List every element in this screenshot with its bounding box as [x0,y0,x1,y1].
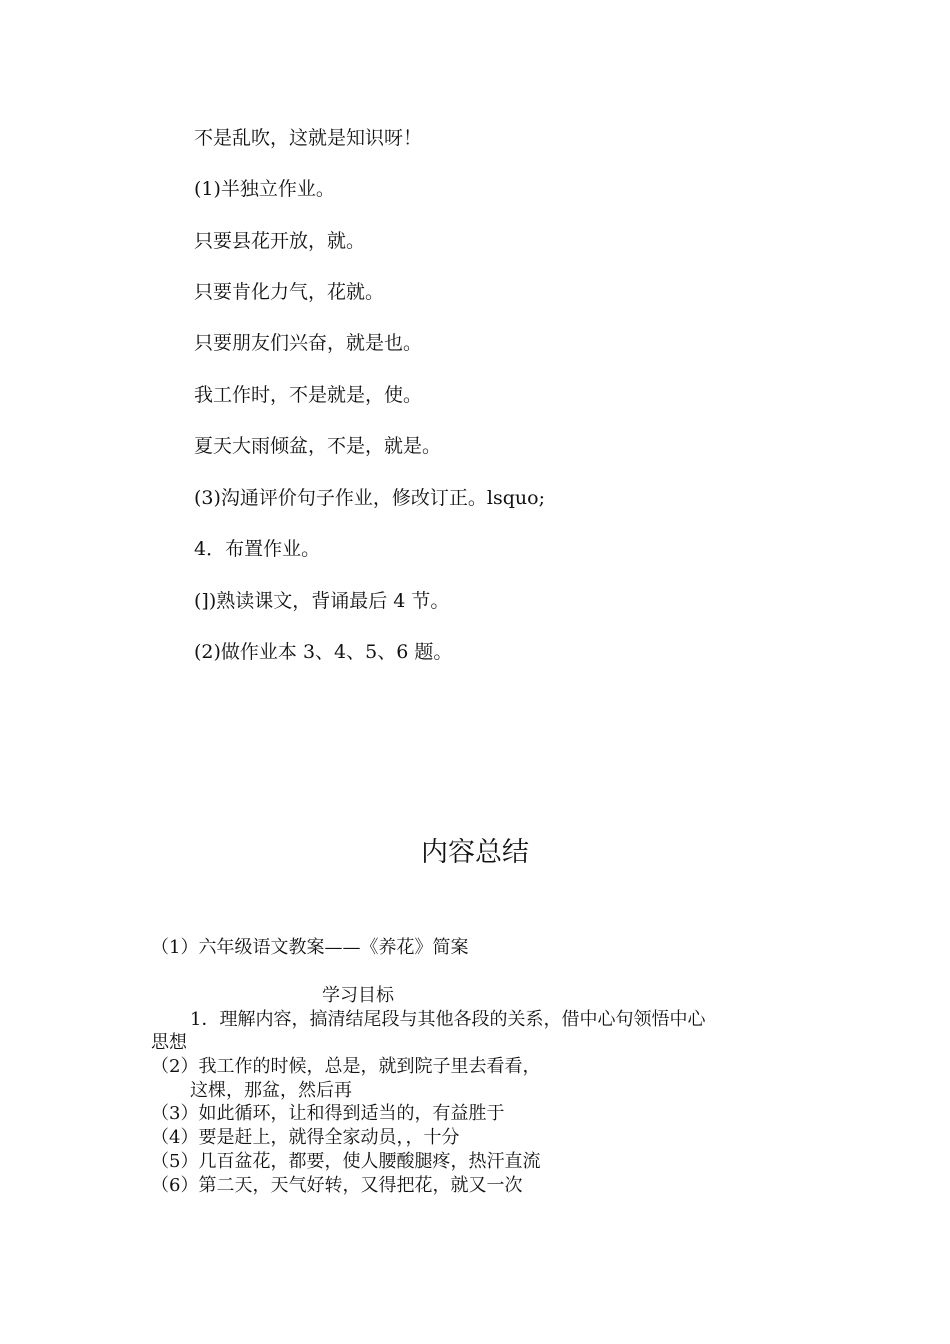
body-paragraph: 只要朋友们兴奋，就是也。 [194,332,423,354]
body-paragraph: (3)沟通评价句子作业，修改订正。lsquo; [194,487,545,509]
body-paragraph: 夏天大雨倾盆，不是，就是。 [194,435,442,457]
body-paragraph: (2)做作业本 3、4、5、6 题。 [194,641,453,663]
body-paragraph: 只要肯化力气，花就。 [194,281,385,303]
summary-item-1: （1）六年级语文教案——《养花》简案 [151,937,469,958]
summary-subheading: 学习目标 [322,985,394,1006]
body-paragraph: (])熟读课文，背诵最后 4 节。 [194,590,450,612]
summary-objective-line-2: 思想 [151,1032,187,1053]
body-paragraph: 我工作时，不是就是，使。 [194,384,423,406]
body-paragraph: (1)半独立作业。 [194,178,335,200]
summary-item-2-line-2: 这棵，那盆，然后再 [190,1080,352,1101]
summary-item-4: （4）要是赶上，就得全家动员，，十分 [151,1127,460,1148]
summary-item-5: （5）几百盆花，都要，使人腰酸腿疼，热汗直流 [151,1151,541,1172]
summary-item-2-line-1: （2）我工作的时候，总是，就到院子里去看看， [151,1056,541,1077]
summary-objective-line-1: 1．理解内容，搞清结尾段与其他各段的关系，借中心句领悟中心 [190,1009,706,1030]
summary-item-6: （6）第二天，天气好转，又得把花，就又一次 [151,1175,523,1196]
body-paragraph: 只要县花开放，就。 [194,230,366,252]
body-paragraph: 不是乱吹，这就是知识呀！ [194,127,423,149]
summary-item-3: （3）如此循环，让和得到适当的，有益胜于 [151,1103,505,1124]
summary-title: 内容总结 [421,837,529,868]
body-paragraph: 4．布置作业。 [194,538,321,560]
